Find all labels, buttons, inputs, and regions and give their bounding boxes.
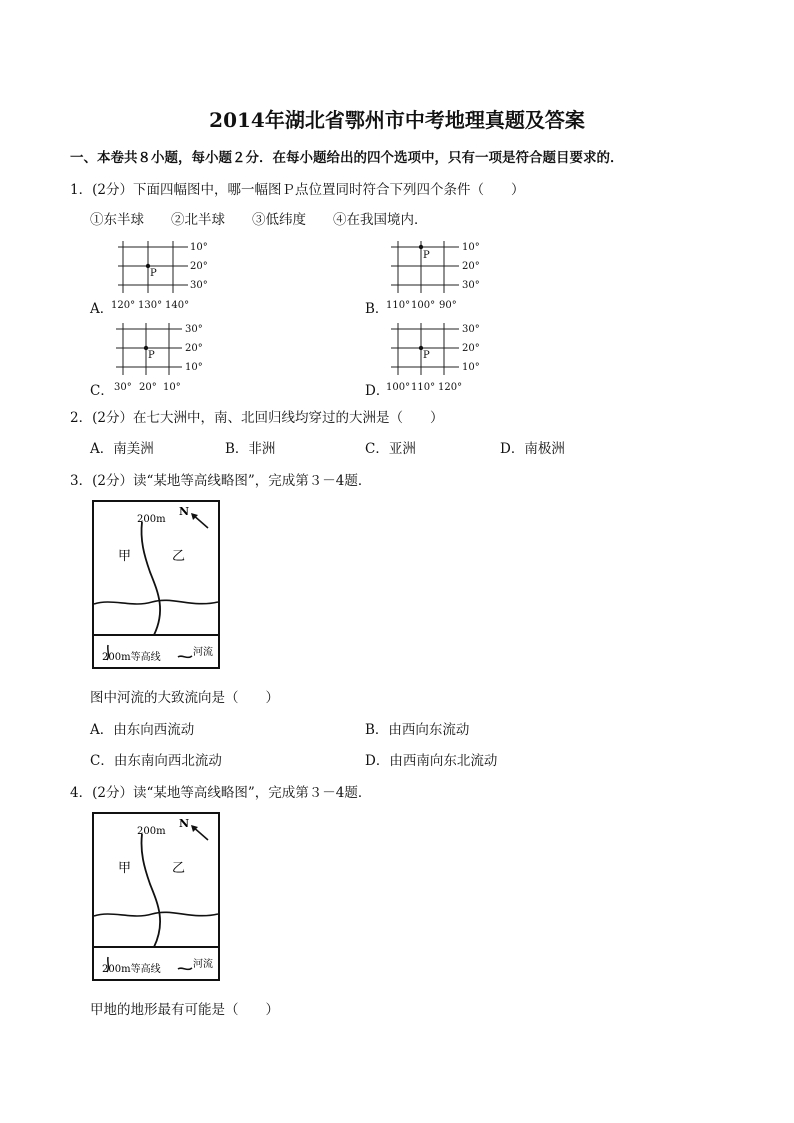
- place-yi: 乙: [172, 549, 186, 564]
- point-p-label: P: [423, 350, 430, 361]
- lat-label: 30°: [185, 324, 203, 335]
- point-p-label: P: [150, 268, 157, 279]
- lat-label: 30°: [190, 280, 208, 291]
- lon-label: 100°: [386, 382, 411, 393]
- river-line: [94, 912, 218, 916]
- lon-label: 100°: [411, 300, 436, 311]
- lat-label: 20°: [190, 261, 208, 272]
- q3-option-d: D．由西南向东北流动: [365, 753, 498, 769]
- contour-label: 200m: [137, 514, 166, 525]
- q1-option-c-letter: C．: [90, 383, 114, 399]
- q1-option-b-letter: B．: [365, 301, 389, 317]
- point-p-label: P: [423, 250, 430, 261]
- q1-option-d-letter: D．: [365, 383, 390, 399]
- question-3-stem: 3．(2分）读“某地等高线略图”，完成第３－4题．: [70, 473, 372, 489]
- q3-option-b: B．由西向东流动: [365, 722, 470, 738]
- lat-label: 10°: [190, 242, 208, 253]
- q1-map-a: [108, 238, 218, 312]
- lon-label: 10°: [163, 382, 181, 393]
- place-yi: 乙: [172, 861, 186, 876]
- q2-option-c: C．亚洲: [365, 441, 416, 457]
- question-2-stem: 2．(2分）在七大洲中，南、北回归线均穿过的大洲是（ ）: [70, 410, 444, 426]
- river-line: [94, 600, 218, 604]
- lat-label: 20°: [185, 343, 203, 354]
- lat-label: 10°: [185, 362, 203, 373]
- legend-contour: 200m等高线: [102, 652, 161, 663]
- q3-option-a: A．由东向西流动: [90, 722, 195, 738]
- contour-line: [141, 834, 160, 947]
- point-p-label: P: [148, 350, 155, 361]
- place-jia: 甲: [118, 861, 132, 876]
- north-label: N: [179, 817, 190, 830]
- question-3-sub: 图中河流的大致流向是（ ）: [90, 690, 279, 706]
- lat-label: 10°: [462, 242, 480, 253]
- lat-label: 10°: [462, 362, 480, 373]
- lat-label: 30°: [462, 280, 480, 291]
- q1-option-a-letter: A．: [90, 301, 114, 317]
- question-1-conditions: ①东半球 ②北半球 ③低纬度 ④在我国境内．: [90, 212, 428, 228]
- place-jia: 甲: [118, 549, 132, 564]
- lon-label: 130°: [138, 300, 163, 311]
- q2-option-a: A．南美洲: [90, 441, 154, 457]
- legend-contour: 200m等高线: [102, 964, 161, 975]
- lon-label: 110°: [411, 382, 436, 393]
- question-1-stem: 1．(2分）下面四幅图中，哪一幅图Ｐ点位置同时符合下列四个条件（ ）: [70, 182, 525, 198]
- point-p-dot: [419, 245, 423, 249]
- lat-label: 30°: [462, 324, 480, 335]
- lat-label: 20°: [462, 343, 480, 354]
- lon-label: 120°: [111, 300, 136, 311]
- page-title: 2014年湖北省鄂州市中考地理真题及答案: [209, 108, 585, 132]
- legend-river: 河流: [193, 959, 213, 970]
- north-label: N: [179, 505, 190, 518]
- q3-option-c: C．由东南向西北流动: [90, 753, 222, 769]
- contour-map-q3: [92, 500, 222, 670]
- q1-map-c: [108, 320, 218, 394]
- q1-map-b: [383, 238, 493, 312]
- contour-label: 200m: [137, 826, 166, 837]
- lon-label: 20°: [139, 382, 157, 393]
- lon-label: 140°: [165, 300, 190, 311]
- lon-label: 30°: [114, 382, 132, 393]
- lat-label: 20°: [462, 261, 480, 272]
- legend-river: 河流: [193, 647, 213, 658]
- lon-label: 90°: [439, 300, 457, 311]
- question-4-stem: 4．(2分）读“某地等高线略图”，完成第３－4题．: [70, 785, 372, 801]
- section-heading: 一、本卷共８小题，每小题２分．在每小题给出的四个选项中，只有一项是符合题目要求的．: [70, 150, 624, 166]
- question-4-sub: 甲地的地形最有可能是（ ）: [90, 1002, 279, 1018]
- lon-label: 110°: [386, 300, 411, 311]
- q2-option-b: B．非洲: [225, 441, 276, 457]
- lon-label: 120°: [438, 382, 463, 393]
- contour-line: [141, 522, 160, 635]
- q2-option-d: D．南极洲: [500, 441, 565, 457]
- q1-map-d: [383, 320, 493, 394]
- contour-map-q4: [92, 812, 222, 982]
